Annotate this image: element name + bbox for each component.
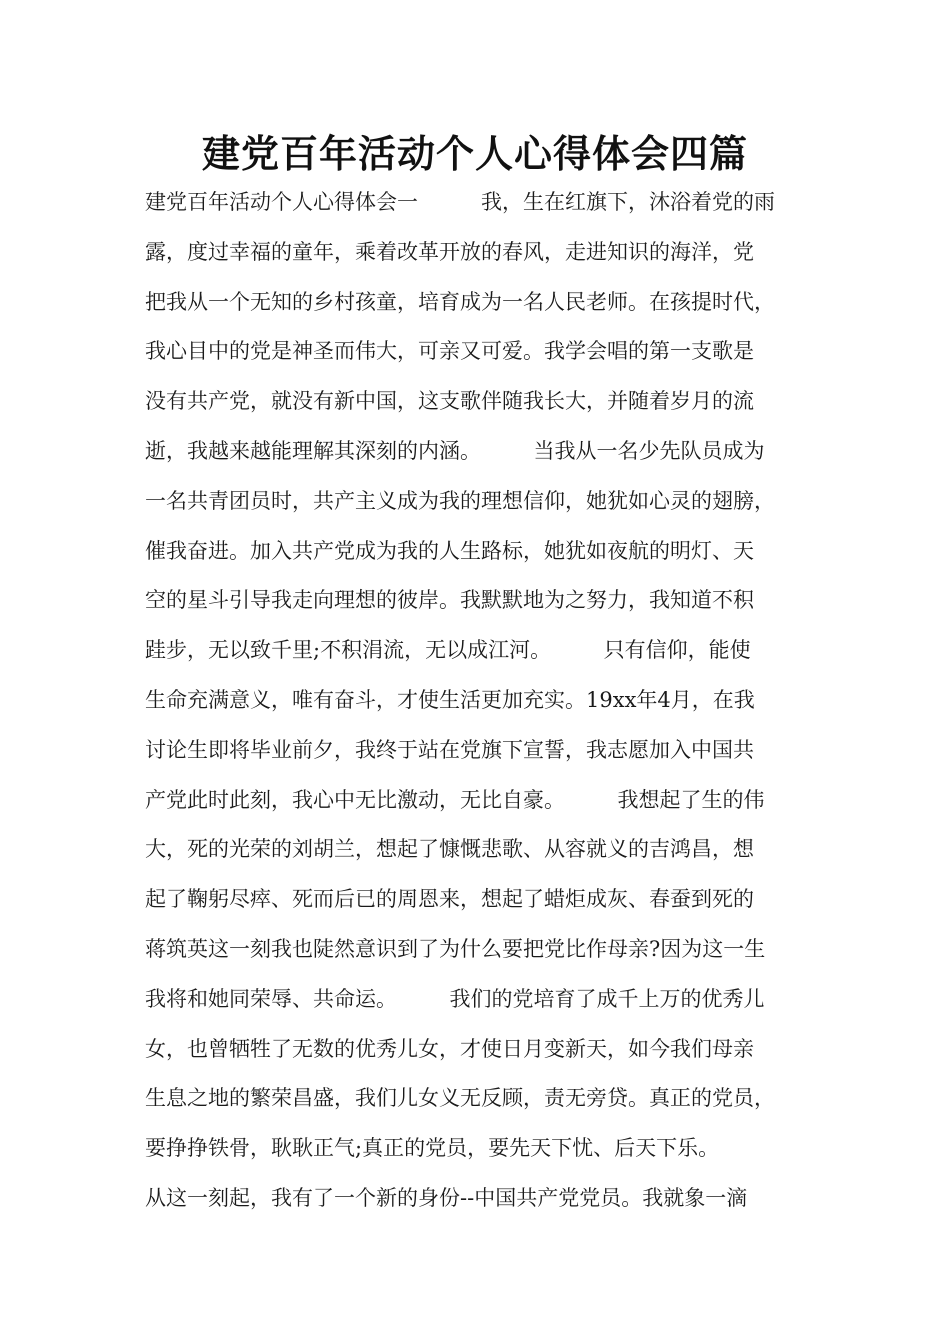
document-body [145, 178, 825, 1224]
body-line: 讨论生即将毕业前夕，我终于站在党旗下宣誓，我志愿加入中国共 [145, 737, 754, 762]
body-line: 大，死的光荣的刘胡兰，想起了慷慨悲歌、从容就义的吉鸿昌，想 [145, 837, 754, 862]
body-line: 建党百年活动个人心得体会一 我，生在红旗下，沐浴着党的雨 [145, 190, 775, 214]
body-line: 空的星斗引导我走向理想的彼岸。我默默地为之努力，我知道不积 [145, 588, 754, 613]
body-line: 我心目中的党是神圣而伟大，可亲又可爱。我学会唱的第一支歌是 [145, 339, 754, 364]
body-line: 催我奋进。加入共产党成为我的人生路标，她犹如夜航的明灯、天 [145, 538, 754, 563]
body-line: 把我从一个无知的乡村孩童，培育成为一名人民老师。在孩提时代， [145, 289, 775, 314]
body-line: 露，度过幸福的童年，乘着改革开放的春风，走进知识的海洋，党 [145, 239, 754, 264]
body-line: 女，也曾牺牲了无数的优秀儿女，才使日月变新天，如今我们母亲 [145, 1036, 754, 1061]
body-line: 一名共青团员时，共产主义成为我的理想信仰，她犹如心灵的翅膀， [145, 488, 775, 513]
body-line: 跬步，无以致千里;不积涓流，无以成江河。 只有信仰，能使 [145, 638, 751, 663]
body-line: 生息之地的繁荣昌盛，我们儿女义无反顾，责无旁贷。真正的党员， [145, 1086, 775, 1111]
body-line: 要挣挣铁骨，耿耿正气;真正的党员，要先天下忧、后天下乐。 [145, 1136, 720, 1161]
body-line: 从这一刻起，我有了一个新的身份--中国共产党党员。我就象一滴 [145, 1185, 748, 1210]
body-line: 产党此时此刻，我心中无比激动，无比自豪。 我想起了生的伟 [145, 787, 765, 812]
body-line: 我将和她同荣辱、共命运。 我们的党培育了成千上万的优秀儿 [145, 986, 765, 1011]
body-line: 没有共产党，就没有新中国，这支歌伴随我长大，并随着岁月的流 [145, 389, 754, 414]
body-line: 蒋筑英这一刻我也陡然意识到了为什么要把党比作母亲?因为这一生 [145, 936, 766, 961]
body-line: 起了鞠躬尽瘁、死而后已的周恩来，想起了蜡炬成灰、春蚕到死的 [145, 887, 754, 912]
body-line: 逝，我越来越能理解其深刻的内涵。 当我从一名少先队员成为 [145, 438, 765, 463]
document-title: 建党百年活动个人心得体会四篇 [201, 132, 748, 176]
body-line: 生命充满意义，唯有奋斗，才使生活更加充实。19xx年4月，在我 [145, 687, 755, 712]
